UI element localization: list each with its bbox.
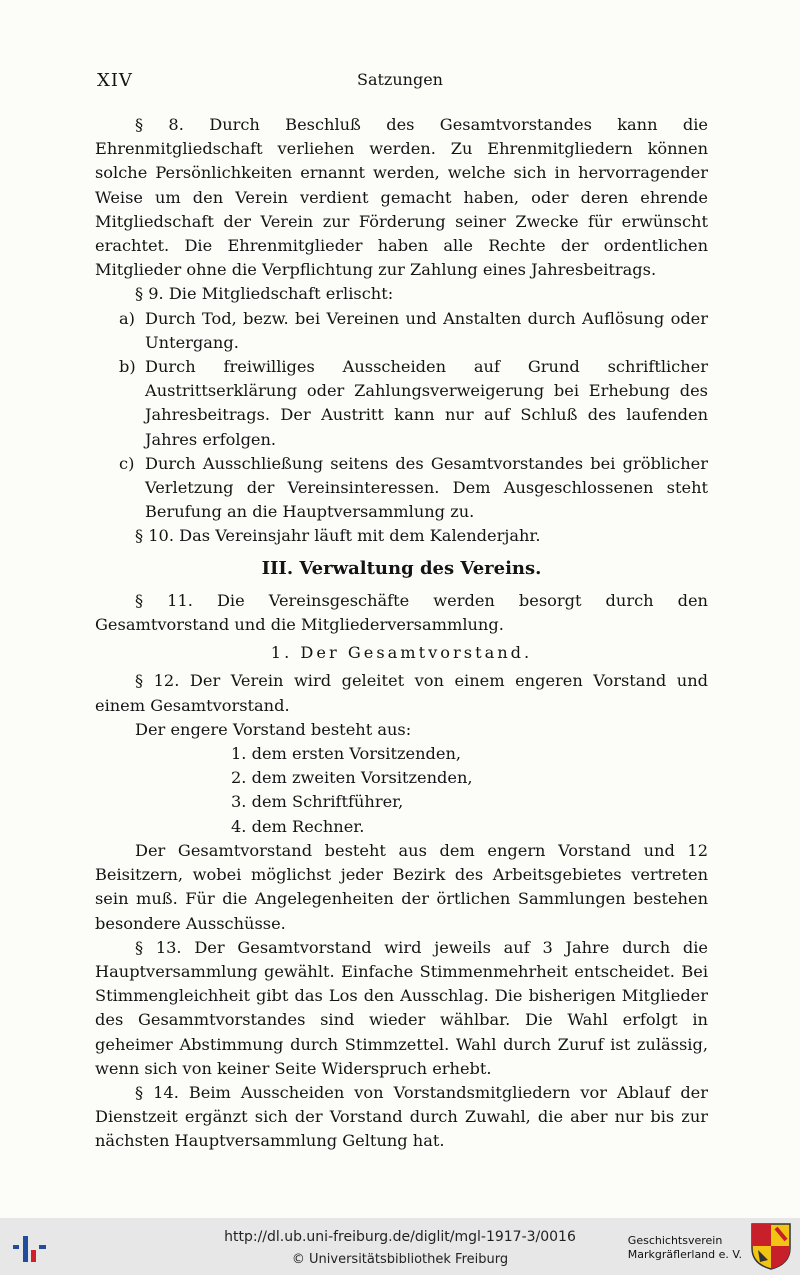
- list-marker: b): [119, 357, 136, 377]
- list-item-c: [95, 452, 708, 525]
- permalink-url[interactable]: http://dl.ub.uni-freiburg.de/diglit/mgl-1917-3/0016: [224, 1229, 576, 1245]
- paragraph-8: § 8. Durch Beschluß des Gesamtvorstandes kann die Ehrenmitgliedschaft verliehen werden. Zu Ehrenmitgliedern können solche Persönlichkeiten ernannt werden, welche sich in hervorragender Weise um den Verein verdient gemacht haben, oder deren ehrende Mitgliedschaft der Verein zur Förderung seiner Zwecke für erwünscht erachtet. Die Ehrenmitglieder haben alle Rechte der ordentlichen Mitglieder ohne die Verpflichtung zur Zahlung eines Jahresbeitrags.: [95, 115, 708, 280]
- list-item-b: [95, 355, 708, 452]
- subsection-heading: 1. Der Gesamtvorstand.: [270, 643, 533, 663]
- board-item-3: 3. dem Schriftführer,: [231, 792, 404, 812]
- running-title: Satzungen: [357, 70, 443, 89]
- page-number: XIV: [97, 70, 133, 91]
- paragraph-12-intro: Der engere Vorstand besteht aus:: [135, 719, 412, 739]
- list-marker: c): [119, 453, 135, 473]
- list-item-a: [95, 307, 708, 355]
- coat-of-arms-icon: [750, 1222, 792, 1271]
- paragraph-11: § 11. Die Vereinsgeschäfte werden besorgt durch den Gesamtvorstand und die Mitgliederversammlung.: [95, 590, 708, 635]
- paragraph-10: § 10. Das Vereinsjahr läuft mit dem Kalenderjahr.: [135, 526, 541, 546]
- paragraph-14: § 14. Beim Ausscheiden von Vorstandsmitgliedern vor Ablauf der Dienstzeit ergänzt sich der Vorstand durch Zuwahl, die aber nur bis zur nächsten Hauptversammlung Geltung hat.: [95, 1082, 708, 1151]
- list-item-text: Durch Ausschließung seitens des Gesamtvorstandes bei gröblicher Verletzung der Vereinsinteressen. Dem Ausgeschlossenen steht Berufung an die Hauptversammlung zu.: [145, 453, 708, 522]
- paragraph-12-board: Der Gesamtvorstand besteht aus dem engern Vorstand und 12 Beisitzern, wobei möglichst jeder Bezirk des Arbeitsgebietes vertreten sein muß. Für die Angelegenheiten der örtlichen Sammlungen bestehen besondere Ausschüsse.: [95, 840, 708, 933]
- page-body: [95, 113, 708, 1154]
- viewer-footer: [0, 1218, 800, 1275]
- board-item-1: 1. dem ersten Vorsitzenden,: [231, 744, 462, 764]
- list-marker: a): [119, 308, 135, 328]
- list-item-text: Durch Tod, bezw. bei Vereinen und Anstalten durch Auflösung oder Untergang.: [145, 308, 708, 352]
- paragraph-13: § 13. Der Gesamtvorstand wird jeweils auf 3 Jahre durch die Hauptversammlung gewählt. Einfache Stimmenmehrheit entscheidet. Bei Stimmengleichheit gibt das Los den Ausschlag. Die bisherigen Mitglieder des Gesammtvorstandes sind wieder wählbar. Die Wahl erfolgt in geheimer Abstimmung durch Stimmzettel. Wahl durch Zuruf ist zulässig, wenn sich von keiner Seite Widerspruch erhebt.: [95, 937, 708, 1078]
- paragraph-12: § 12. Der Verein wird geleitet von einem engeren Vorstand und einem Gesamtvorstand.: [95, 671, 708, 715]
- organization-name: [628, 1234, 742, 1262]
- page-header: [97, 70, 703, 94]
- board-item-2: 2. dem zweiten Vorsitzenden,: [231, 768, 473, 788]
- copyright-notice: © Universitätsbibliothek Freiburg: [291, 1252, 509, 1267]
- list-item-text: Durch freiwilliges Ausscheiden auf Grund schriftlicher Austrittserklärung oder Zahlungsverweigerung bei Erhebung des Jahresbeitrags. Der Austritt kann nur auf Schluß des laufenden Jahres erfolgen.: [145, 357, 708, 449]
- org-line-1: Geschichtsverein: [627, 1234, 723, 1247]
- section-heading: III. Verwaltung des Vereins.: [261, 557, 542, 579]
- org-line-2: Markgräflerland e. V.: [627, 1248, 742, 1261]
- paragraph-9: § 9. Die Mitgliedschaft erlischt:: [135, 284, 394, 304]
- board-item-4: 4. dem Rechner.: [231, 816, 365, 836]
